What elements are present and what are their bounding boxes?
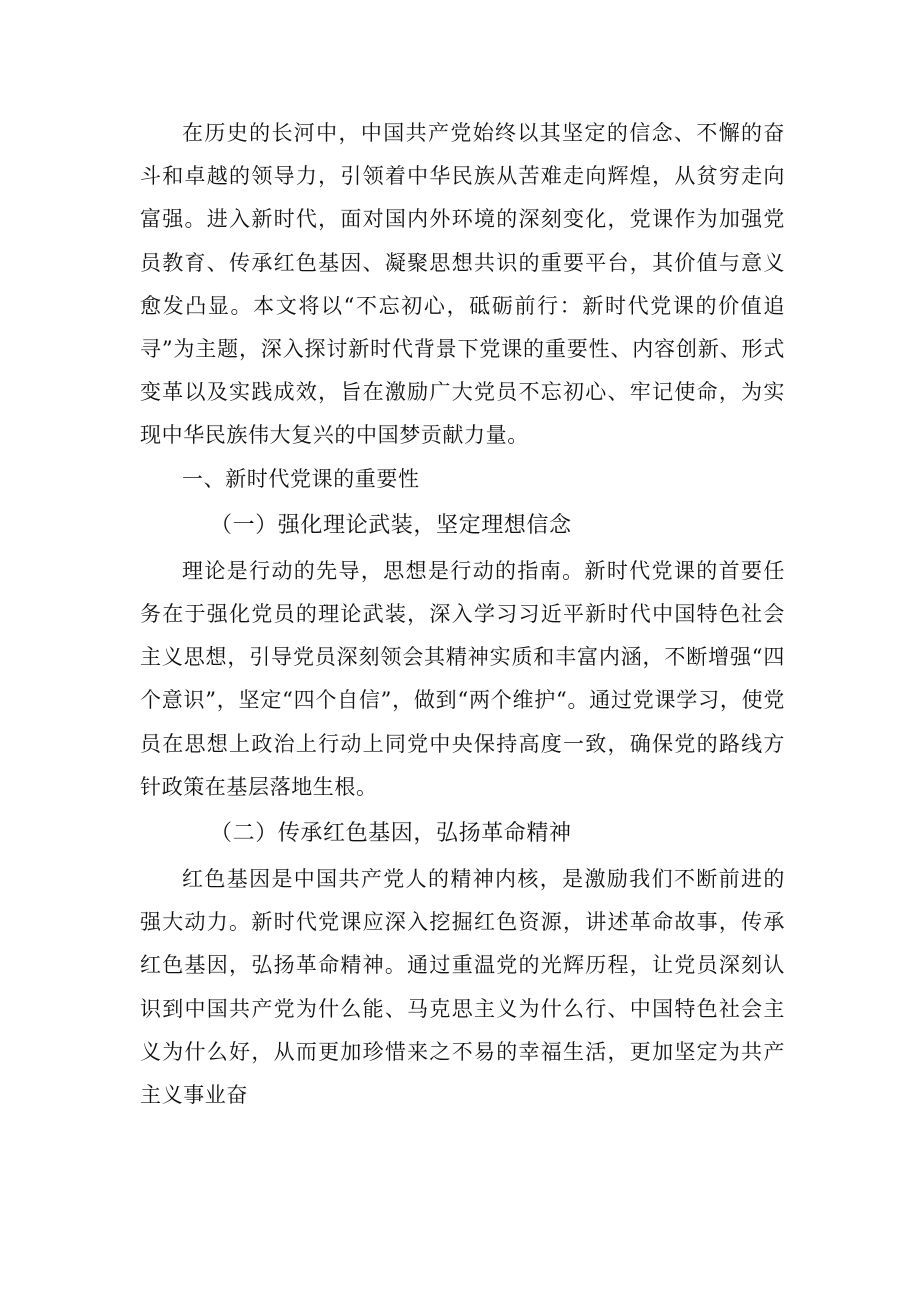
subsection-heading-1: （一）强化理论武装，坚定理想信念 [210, 512, 572, 538]
section-heading: 一、新时代党课的重要性 [182, 466, 420, 491]
subsection-paragraph-1: 理论是行动的先导，思想是行动的指南。新时代党课的首要任务在于强化党员的理论武装，深入学习习近平新时代中国特色社会主义思想，引导党员深刻领会其精神实质和丰富内涵，不断增强“四个意识”，坚定“四个自信”，做到“两个维护“。通过党课学习，使党员在思想上政治上行动上同党中央保持高度一致，确保党的路线方针政策在基层落地生根。 [140, 558, 785, 799]
intro-paragraph: 在历史的长河中，中国共产党始终以其坚定的信念、不懈的奋斗和卓越的领导力，引领着中华民族从苦难走向辉煌，从贫穷走向富强。进入新时代，面对国内外环境的深刻变化，党课作为加强党员教育、传承红色基因、凝聚思想共识的重要平台，其价值与意义愈发凸显。本文将以“不忘初心，砥砺前行：新时代党课的价值追寻”为主题，深入探讨新时代背景下党课的重要性、内容创新、形式变革以及实践成效，旨在激励广大党员不忘初心、牢记使命，为实现中华民族伟大复兴的中国梦贡献力量。 [140, 121, 785, 448]
subsection-paragraph-2: 红色基因是中国共产党人的精神内核，是激励我们不断前进的强大动力。新时代党课应深入挖掘红色资源，讲述革命故事，传承红色基因，弘扬革命精神。通过重温党的光辉历程，让党员深刻认识到中国共产党为什么能、马克思主义为什么行、中国特色社会主义为什么好，从而更加珍惜来之不易的幸福生活，更加坚定为共产主义事业奋 [140, 867, 785, 1108]
document-body [140, 112, 785, 1117]
subsection-heading-2: （二）传承红色基因，弘扬革命精神 [210, 821, 572, 847]
